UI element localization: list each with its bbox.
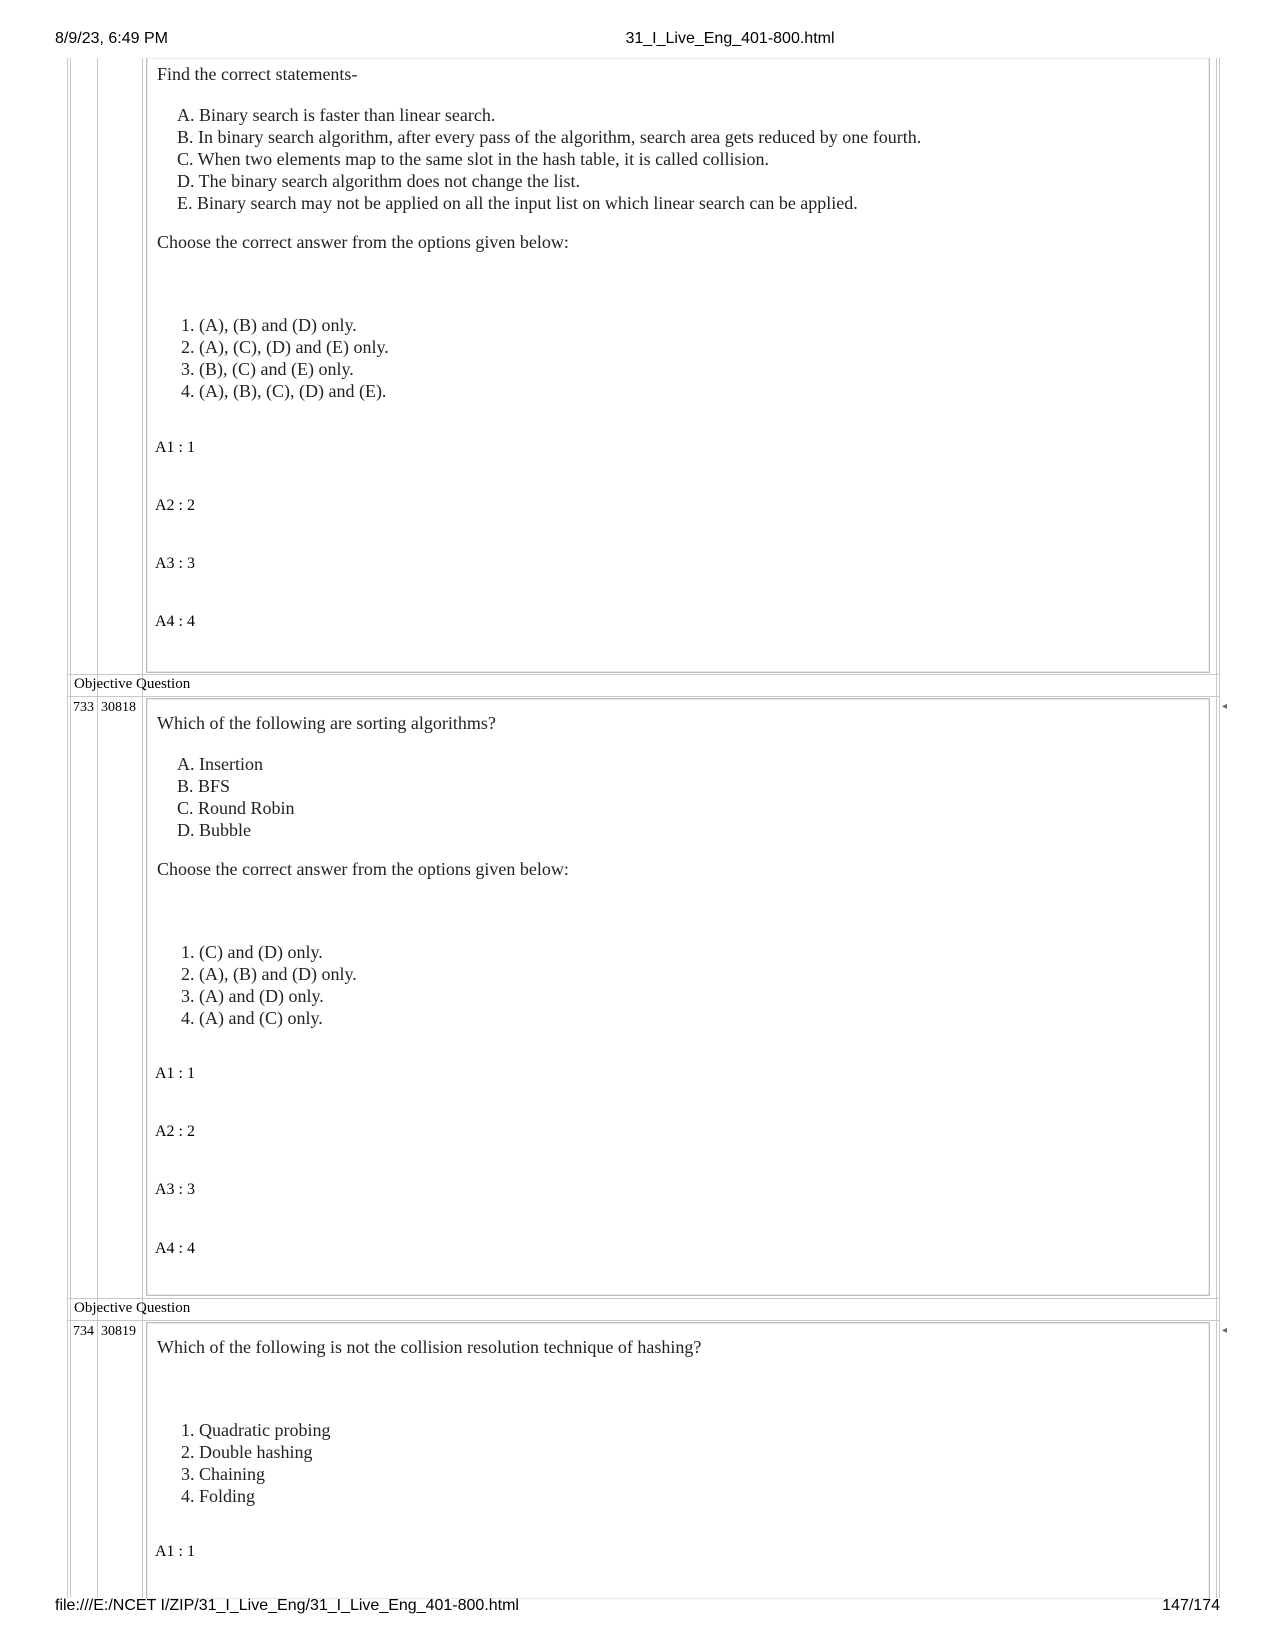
question-type-label: Objective Question: [74, 1300, 191, 1316]
option-item: 2. Double hashing: [181, 1442, 313, 1462]
table-border-left-inner: [70, 58, 71, 1598]
question-box-732: [146, 58, 1210, 673]
scroll-marker-icon: ◂: [1222, 1325, 1228, 1336]
statement-item: B. In binary search algorithm, after every pass of the algorithm, search area gets reduced by one fourth.: [177, 127, 922, 147]
option-item: 3. (B), (C) and (E) only.: [181, 359, 354, 379]
option-list: [181, 1419, 330, 1507]
table-border-left: [67, 58, 68, 1598]
statement-item: D. The binary search algorithm does not change the list.: [177, 171, 581, 191]
statement-item: A. Insertion: [177, 754, 263, 774]
col-divider-sno: [97, 58, 98, 1598]
statement-list: [177, 753, 295, 841]
question-id: 30818: [101, 700, 136, 715]
option-item: 3. (A) and (D) only.: [181, 986, 324, 1006]
option-item: 4. (A) and (C) only.: [181, 1008, 323, 1028]
option-item: 1. (C) and (D) only.: [181, 942, 323, 962]
option-item: 4. Folding: [181, 1486, 256, 1506]
col-divider-qid: [142, 58, 143, 1598]
statement-list: [177, 104, 921, 214]
option-item: 1. (A), (B) and (D) only.: [181, 315, 357, 335]
question-box-734: [146, 1322, 1210, 1599]
question-text: Which of the following are sorting algorithms?: [157, 713, 496, 733]
answer-option: A1 : 1: [155, 1543, 195, 1560]
print-footer: [0, 1597, 1275, 1619]
statement-item: D. Bubble: [177, 820, 251, 840]
question-id: 30819: [101, 1324, 136, 1339]
table-border-right-outer: [1219, 58, 1220, 1598]
print-datetime: 8/9/23, 6:49 PM: [55, 30, 168, 47]
serial-number: 733: [73, 700, 94, 715]
option-list: [181, 314, 389, 402]
table-border-right: [1216, 58, 1217, 1598]
print-doc-title: 31_I_Live_Eng_401-800.html: [625, 30, 835, 47]
statement-item: E. Binary search may not be applied on all the input list on which linear search can be applied.: [177, 193, 858, 213]
option-item: 2. (A), (B) and (D) only.: [181, 964, 357, 984]
print-page-number: 147/174: [1162, 1597, 1220, 1614]
row-divider: [67, 674, 1220, 675]
answer-option: A4 : 4: [155, 613, 195, 630]
answer-option: A3 : 3: [155, 1181, 195, 1198]
option-item: 4. (A), (B), (C), (D) and (E).: [181, 381, 387, 401]
statement-item: A. Binary search is faster than linear search.: [177, 105, 496, 125]
answer-option: A2 : 2: [155, 1123, 195, 1140]
scroll-marker-icon: ◂: [1222, 701, 1228, 712]
choose-instruction: Choose the correct answer from the options given below:: [157, 859, 569, 879]
statement-item: C. Round Robin: [177, 798, 295, 818]
question-type-label: Objective Question: [74, 676, 191, 692]
statement-item: C. When two elements map to the same slot in the hash table, it is called collision.: [177, 149, 770, 169]
serial-number: 734: [73, 1324, 94, 1339]
question-intro: Find the correct statements-: [157, 64, 358, 84]
row-divider: [67, 696, 1220, 697]
answer-option: A1 : 1: [155, 1065, 195, 1082]
question-text: Which of the following is not the collision resolution technique of hashing?: [157, 1337, 702, 1357]
answer-option: A3 : 3: [155, 555, 195, 572]
option-item: 1. Quadratic probing: [181, 1420, 331, 1440]
question-box-733: [146, 698, 1210, 1296]
print-header: [0, 30, 1275, 52]
row-divider: [67, 1320, 1220, 1321]
answer-option: A4 : 4: [155, 1240, 195, 1257]
answer-option: A1 : 1: [155, 439, 195, 456]
statement-item: B. BFS: [177, 776, 231, 796]
row-divider: [67, 1298, 1220, 1299]
answer-option: A2 : 2: [155, 497, 195, 514]
option-item: 3. Chaining: [181, 1464, 265, 1484]
option-list: [181, 941, 357, 1029]
option-item: 2. (A), (C), (D) and (E) only.: [181, 337, 389, 357]
choose-instruction: Choose the correct answer from the options given below:: [157, 232, 569, 252]
print-file-path: file:///E:/NCET I/ZIP/31_I_Live_Eng/31_I_Live_Eng_401-800.html: [55, 1597, 519, 1614]
